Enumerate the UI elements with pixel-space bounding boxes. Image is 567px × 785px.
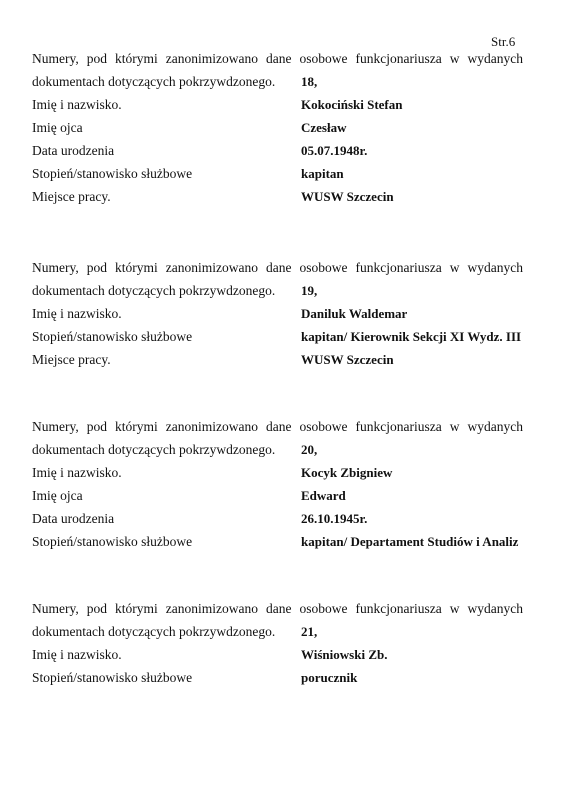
row-label: Imię i nazwisko. <box>32 306 122 321</box>
page-number: Str.6 <box>491 34 516 49</box>
record-row <box>32 484 523 507</box>
row-value: 19, <box>301 283 318 298</box>
row-label: Stopień/stanowisko służbowe <box>32 329 193 344</box>
row-label: Imię i nazwisko. <box>32 465 122 480</box>
record-intro: Numery, pod którymi zanonimizowano dane osobowe funkcjonariusza w wydanych <box>32 601 523 616</box>
officer-record-19 <box>32 256 523 371</box>
record-row <box>32 116 523 139</box>
row-label: dokumentach dotyczących pokrzywdzonego. <box>32 442 276 457</box>
row-value: Kocyk Zbigniew <box>301 465 393 480</box>
row-value: WUSW Szczecin <box>301 352 394 367</box>
record-row <box>32 530 523 553</box>
row-value: kapitan <box>301 166 344 181</box>
row-value: 26.10.1945r. <box>301 511 368 526</box>
officer-record-20 <box>32 415 523 553</box>
row-value: 20, <box>301 442 318 457</box>
row-label: Imię ojca <box>32 488 83 503</box>
record-row <box>32 348 523 371</box>
record-row <box>32 279 523 302</box>
row-label: Stopień/stanowisko służbowe <box>32 534 193 549</box>
row-value: Daniluk Waldemar <box>301 306 408 321</box>
record-row <box>32 302 523 325</box>
row-label: Stopień/stanowisko służbowe <box>32 670 193 685</box>
row-label: Data urodzenia <box>32 511 115 526</box>
row-value: 05.07.1948r. <box>301 143 368 158</box>
record-row <box>32 620 523 643</box>
row-label: Imię i nazwisko. <box>32 97 122 112</box>
row-value: Kokociński Stefan <box>301 97 403 112</box>
record-intro: Numery, pod którymi zanonimizowano dane osobowe funkcjonariusza w wydanych <box>32 260 523 275</box>
row-value: 18, <box>301 74 318 89</box>
record-row <box>32 185 523 208</box>
row-value: porucznik <box>301 670 358 685</box>
record-row <box>32 461 523 484</box>
record-intro: Numery, pod którymi zanonimizowano dane osobowe funkcjonariusza w wydanych <box>32 419 523 434</box>
record-row <box>32 666 523 689</box>
record-intro: Numery, pod którymi zanonimizowano dane osobowe funkcjonariusza w wydanych <box>32 51 523 66</box>
row-value: Edward <box>301 488 346 503</box>
row-label: Miejsce pracy. <box>32 352 111 367</box>
officer-record-21 <box>32 597 523 689</box>
record-row <box>32 438 523 461</box>
row-value: 21, <box>301 624 318 639</box>
row-value: WUSW Szczecin <box>301 189 394 204</box>
record-row <box>32 93 523 116</box>
record-row <box>32 643 523 666</box>
record-row <box>32 507 523 530</box>
row-label: Stopień/stanowisko służbowe <box>32 166 193 181</box>
row-label: Miejsce pracy. <box>32 189 111 204</box>
row-label: Imię ojca <box>32 120 83 135</box>
record-row <box>32 139 523 162</box>
row-label: Data urodzenia <box>32 143 115 158</box>
officer-record-18 <box>32 47 523 208</box>
row-value: Czesław <box>301 120 347 135</box>
row-label: dokumentach dotyczących pokrzywdzonego. <box>32 283 276 298</box>
row-value: kapitan/ Departament Studiów i Analiz <box>301 534 519 549</box>
record-row <box>32 70 523 93</box>
row-label: dokumentach dotyczących pokrzywdzonego. <box>32 74 276 89</box>
row-value: Wiśniowski Zb. <box>301 647 388 662</box>
row-label: Imię i nazwisko. <box>32 647 122 662</box>
row-value: kapitan/ Kierownik Sekcji XI Wydz. III <box>301 329 522 344</box>
record-row <box>32 325 523 348</box>
record-row <box>32 162 523 185</box>
row-label: dokumentach dotyczących pokrzywdzonego. <box>32 624 276 639</box>
